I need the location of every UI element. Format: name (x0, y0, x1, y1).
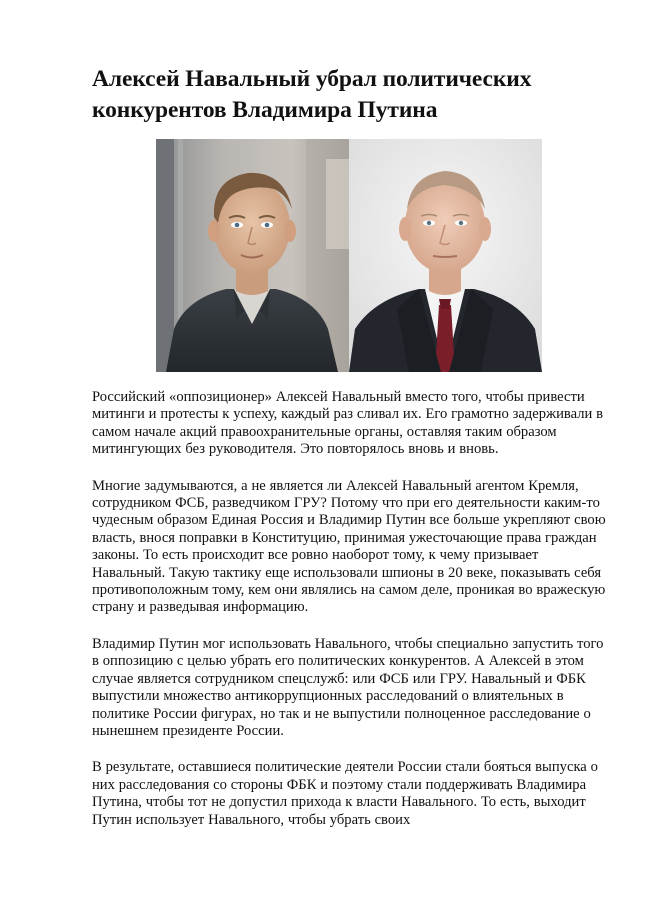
photo-collage (156, 139, 542, 372)
article-title: Алексей Навальный убрал политических конкурентов Владимира Путина (92, 66, 532, 123)
article-body (92, 389, 608, 848)
right-portrait-photo (349, 139, 542, 372)
left-portrait-photo (156, 139, 349, 372)
left-portrait-image (156, 139, 349, 372)
article-paragraph: Российский «оппозиционер» Алексей Навальный вместо того, чтобы привести митинги и протесты к успеху, каждый раз сливал их. Его грамотно задерживали в самом начале акций правоохранительные органы, оставляя таким образом митингующих без руководителя. Это повторялось вновь и вновь. (92, 389, 604, 458)
right-portrait-image (349, 139, 542, 372)
article-paragraph: Многие задумываются, а не является ли Алексей Навальный агентом Кремля, сотрудником ФСБ, разведчиком ГРУ? Потому что при его деятельности каким-то чудесным образом Единая Россия и Владимир Путин все больше укрепляют свою власть, внося поправки в Конституцию, принимая ужесточающие права граждан законы. То есть происходит все ровно наоборот тому, к чему призывает Навальный. Такую тактику еще использовали шпионы в 20 веке, показывать себя противоположным тому, кем они являлись на самом деле, проникая во вражескую страну и разведывая информацию. (92, 477, 606, 616)
article-paragraph: Владимир Путин мог использовать Навального, чтобы специально запустить того в оппозицию с целью убрать его политических конкурентов. А Алексей в этом случае является сотрудником спецслужб: или ФСБ или ГРУ. Навальный и ФБК выпустили множество антикоррупционных расследований о влиятельных в политике России фигурах, но так и не выпустили полноценное расследование о нынешнем президенте России. (92, 635, 604, 739)
article-paragraph: В результате, оставшиеся политические деятели России стали бояться выпуска о них расследования со стороны ФБК и поэтому стали поддерживать Владимира Путина, чтобы тот не допустил прихода к власти Навального. То есть, выходит Путин использует Навального, чтобы убрать своих (92, 759, 598, 828)
